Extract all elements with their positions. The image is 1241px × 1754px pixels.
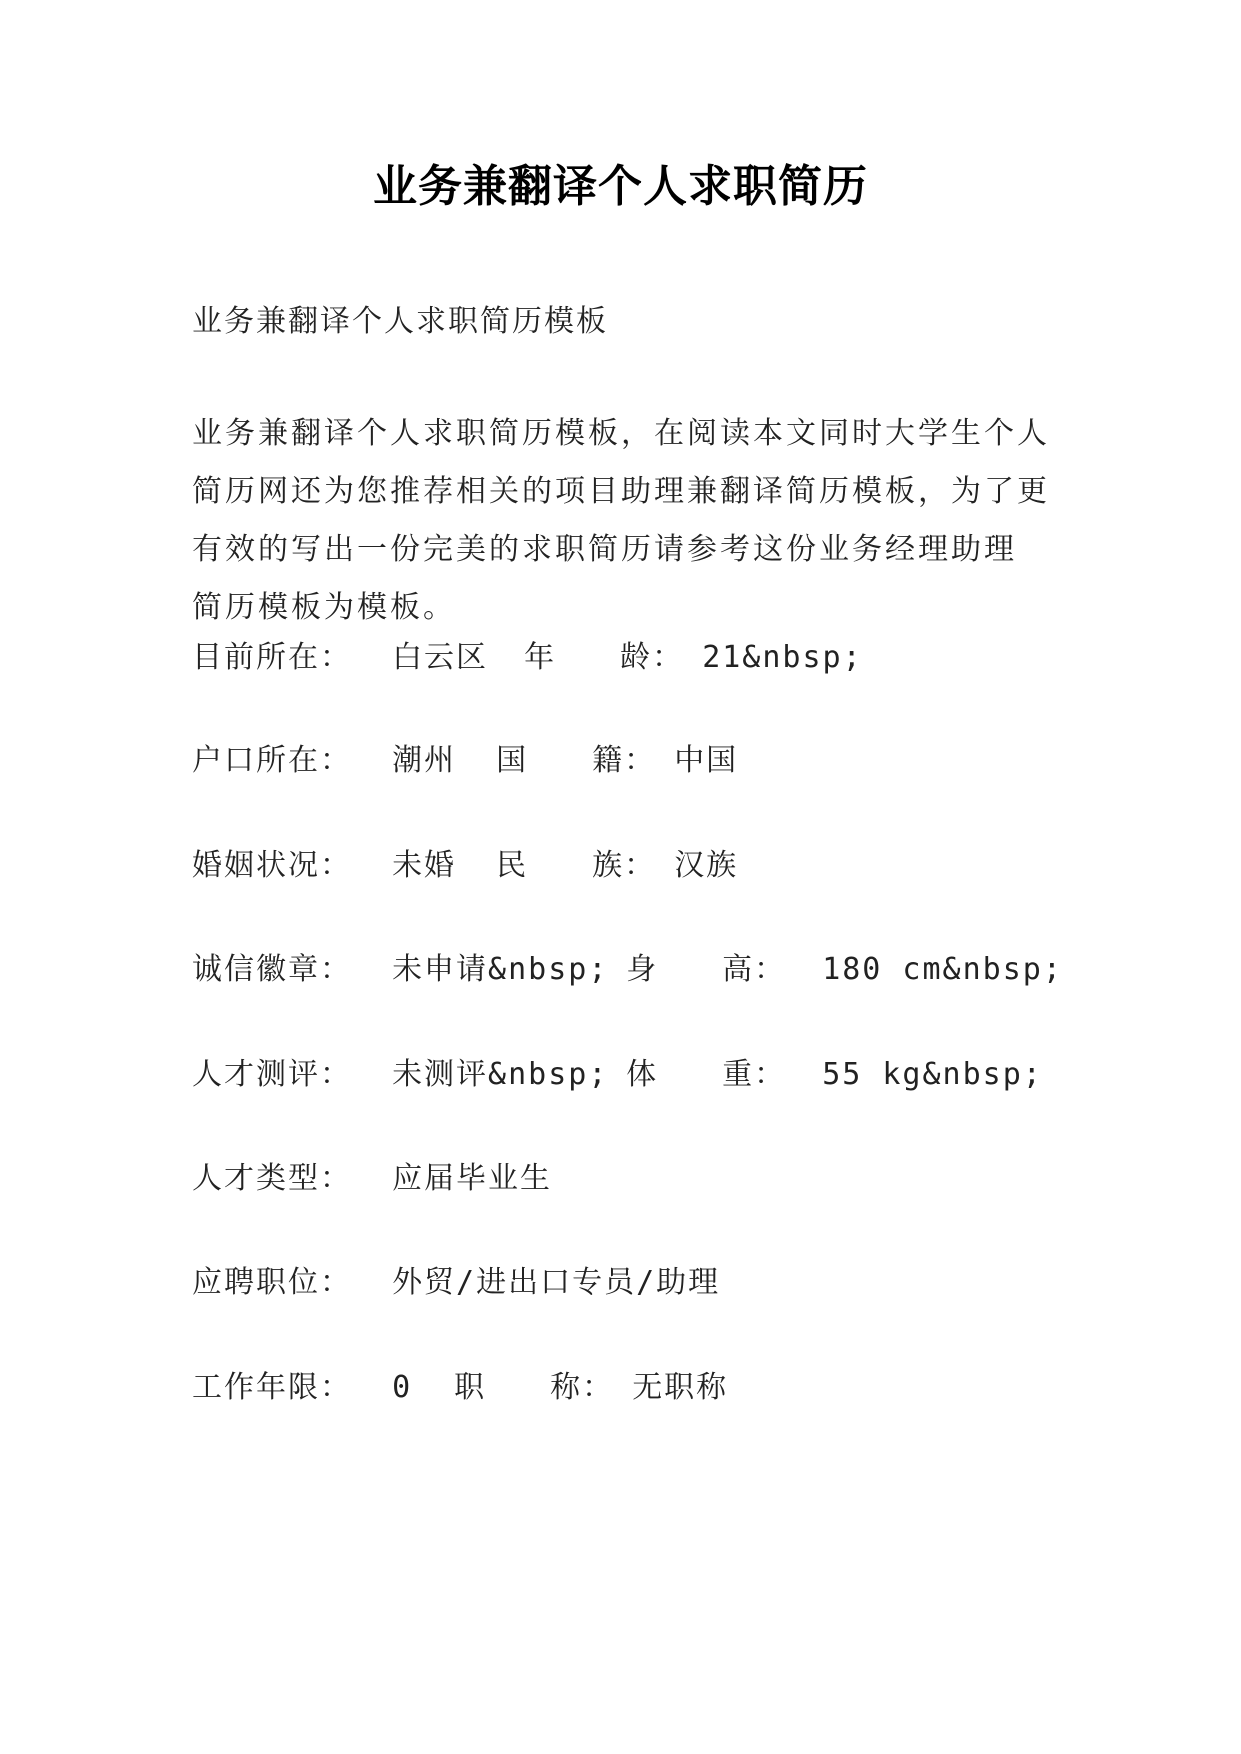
document-title: 业务兼翻译个人求职简历 bbox=[373, 161, 868, 212]
field-value: 无职称 bbox=[632, 1370, 729, 1405]
intro-line: 简历网还为您推荐相关的项目助理兼翻译简历模板，为了更 bbox=[192, 474, 1050, 509]
info-row-hukou bbox=[192, 735, 738, 779]
field-label: 国 籍： bbox=[496, 743, 657, 778]
field-label: 体 重： bbox=[626, 1057, 787, 1092]
field-label: 诚信徽章： bbox=[192, 952, 352, 987]
intro-line: 有效的写出一份完美的求职简历请参考这份业务经理助理 bbox=[192, 532, 1017, 567]
field-label: 目前所在： bbox=[192, 640, 352, 675]
field-label: 户口所在： bbox=[192, 743, 352, 778]
info-row-experience bbox=[192, 1362, 728, 1406]
field-label: 工作年限： bbox=[192, 1370, 352, 1405]
field-label: 年 龄： bbox=[524, 640, 685, 675]
field-label: 职 称： bbox=[454, 1370, 615, 1405]
field-value: 汉族 bbox=[674, 848, 739, 883]
info-row-credit bbox=[192, 944, 1063, 988]
field-label: 人才测评： bbox=[192, 1057, 352, 1092]
field-label: 身 高： bbox=[626, 952, 787, 987]
field-label: 婚姻状况： bbox=[192, 848, 352, 883]
field-value: 未申请&nbsp; bbox=[392, 952, 609, 987]
field-value: 未测评&nbsp; bbox=[392, 1057, 609, 1092]
info-row-assessment bbox=[192, 1049, 1043, 1093]
intro-line: 业务兼翻译个人求职简历模板，在阅读本文同时大学生个人 bbox=[192, 416, 1050, 451]
info-row-location bbox=[192, 632, 863, 676]
field-value: 白云区 bbox=[392, 640, 489, 675]
field-value: 中国 bbox=[674, 743, 739, 778]
intro-paragraph bbox=[192, 405, 1062, 637]
field-value: 外贸/进出口专员/助理 bbox=[392, 1265, 721, 1300]
field-value: 21&nbsp; bbox=[702, 640, 863, 675]
info-row-talent-type bbox=[192, 1153, 552, 1197]
field-value: 55 kg&nbsp; bbox=[822, 1057, 1043, 1092]
field-value: 0 bbox=[392, 1370, 413, 1405]
field-value: 未婚 bbox=[392, 848, 457, 883]
field-value: 潮州 bbox=[392, 743, 457, 778]
field-label: 人才类型： bbox=[192, 1161, 352, 1196]
field-value: 180 cm&nbsp; bbox=[822, 952, 1063, 987]
intro-line: 简历模板为模板。 bbox=[192, 590, 456, 625]
field-label: 民 族： bbox=[496, 848, 657, 883]
document-subtitle: 业务兼翻译个人求职简历模板 bbox=[192, 304, 608, 339]
info-row-position bbox=[192, 1257, 720, 1301]
field-value: 应届毕业生 bbox=[392, 1161, 553, 1196]
info-row-marriage bbox=[192, 840, 738, 884]
field-label: 应聘职位： bbox=[192, 1265, 352, 1300]
